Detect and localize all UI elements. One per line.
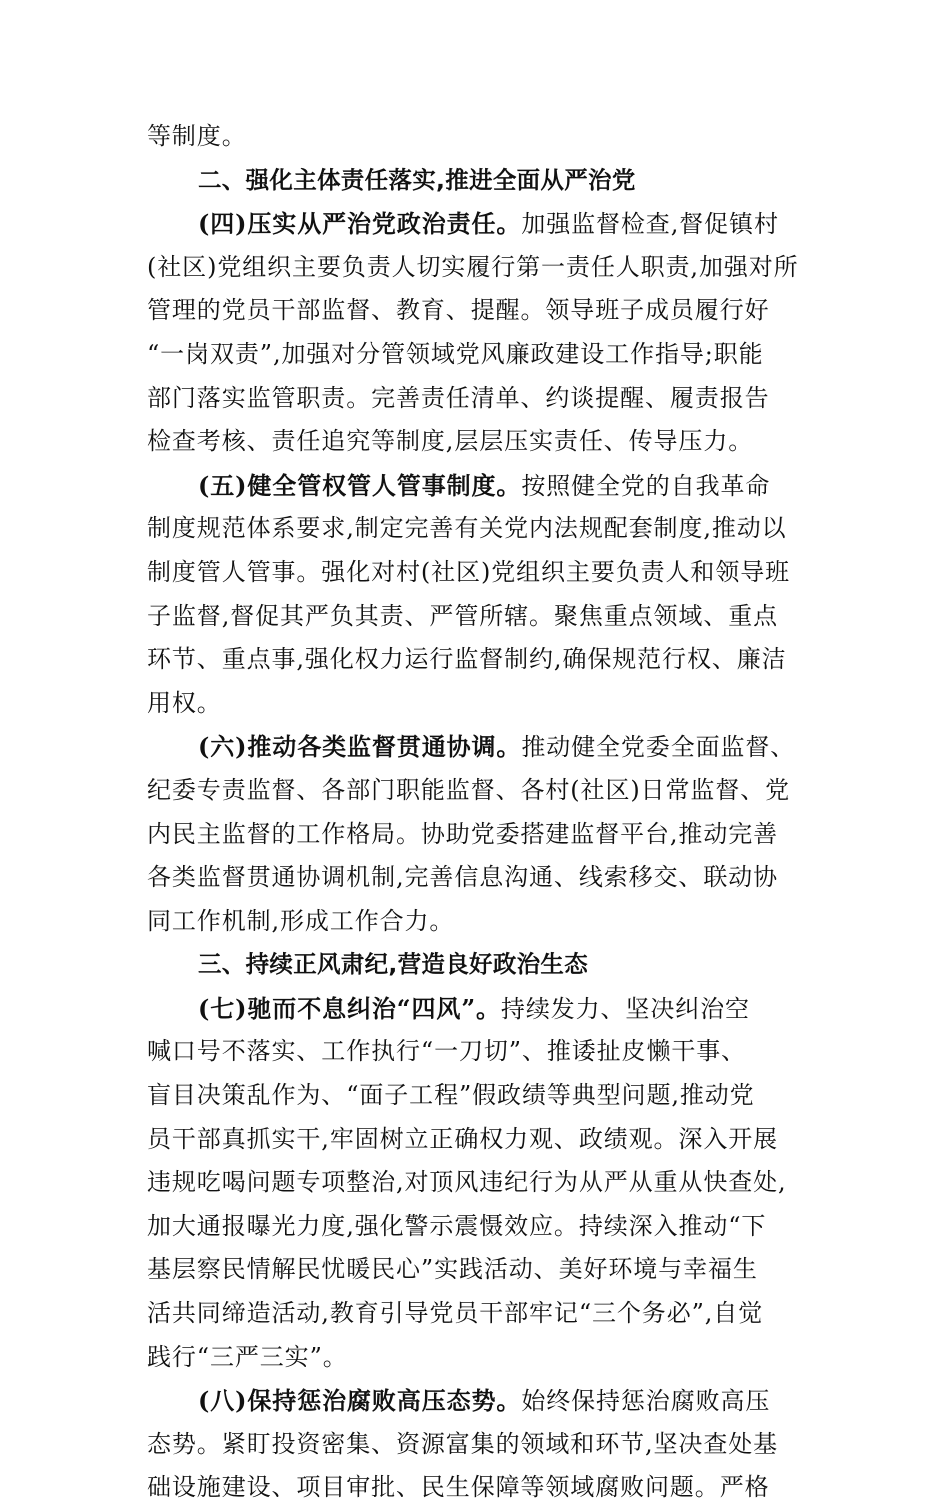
body-text-line: 各类监督贯通协调机制,完善信息沟通、线索移交、联动协 — [147, 863, 779, 892]
paragraph-first-line — [147, 987, 807, 1031]
body-text-line: 纪委专责监督、各部门职能监督、各村(社区)日常监督、党 — [147, 775, 791, 804]
section-heading: 三、持续正风肃纪,营造良好政治生态 — [198, 950, 589, 979]
paragraph-first-line — [147, 202, 807, 246]
section-heading: 二、强化主体责任落实,推进全面从严治党 — [198, 165, 636, 194]
body-text-line: 践行“三严三实”。 — [147, 1342, 348, 1371]
document-page — [147, 115, 807, 1510]
body-text-line: 础设施建设、项目审批、民生保障等领域腐败问题。严格 — [147, 1473, 770, 1502]
body-text-line: 活共同缔造活动,教育引导党员干部牢记“三个务必”,自觉 — [147, 1299, 764, 1328]
body-text-line: 制度管人管事。强化对村(社区)党组织主要负责人和领导班 — [147, 557, 791, 586]
body-text-line: “一岗双责”,加强对分管领域党风廉政建设工作指导;职能 — [147, 339, 764, 368]
body-text-line: 态势。紧盯投资密集、资源富集的领域和环节,坚决查处基 — [147, 1429, 779, 1458]
paragraph-lead-title: (四)压实从严治党政治责任。 — [198, 209, 522, 239]
paragraph-lead-title: (六)推动各类监督贯通协调。 — [198, 732, 522, 762]
paragraph-first-line — [147, 725, 807, 769]
body-text-line: 内民主监督的工作格局。协助党委搭建监督平台,推动完善 — [147, 819, 779, 848]
body-text-line: 基层察民情解民忧暖民心”实践活动、美好环境与幸福生 — [147, 1255, 758, 1284]
body-text-line: 部门落实监管职责。完善责任清单、约谈提醒、履责报告 — [147, 383, 770, 412]
paragraph-text: 推动健全党委全面监督、 — [521, 733, 796, 762]
body-text-line: 用权。 — [147, 688, 222, 717]
body-text-line: 环节、重点事,强化权力运行监督制约,确保规范行权、廉洁 — [147, 645, 787, 674]
paragraph-text: 始终保持惩治腐败高压 — [521, 1387, 771, 1416]
body-text-line: 违规吃喝问题专项整治,对顶风违纪行为从严从重从快查处, — [147, 1168, 787, 1197]
paragraph-lead-title: (八)保持惩治腐败高压态势。 — [198, 1386, 522, 1416]
body-text-line: 管理的党员干部监督、教育、提醒。领导班子成员履行好 — [147, 296, 770, 325]
body-text-line: 加大通报曝光力度,强化警示震慑效应。持续深入推动“下 — [147, 1211, 767, 1240]
paragraph-lead-title: (五)健全管权管人管事制度。 — [198, 470, 522, 500]
body-text-line: 员干部真抓实干,牢固树立正确权力观、政绩观。深入开展 — [147, 1124, 779, 1153]
body-text-line: 喊口号不落实、工作执行“一刀切”、推诿扯皮懒干事、 — [147, 1037, 747, 1066]
body-text-line: (社区)党组织主要负责人切实履行第一责任人职责,加强对所 — [147, 252, 799, 281]
paragraph-first-line — [147, 464, 807, 508]
body-text-line: 制度规范体系要求,制定完善有关党内法规配套制度,推动以 — [147, 514, 787, 543]
body-text-line: 同工作机制,形成工作合力。 — [147, 906, 455, 935]
body-text-line: 盲目决策乱作为、“面子工程”假政绩等典型问题,推动党 — [147, 1081, 755, 1110]
paragraph-text: 按照健全党的自我革命 — [521, 471, 771, 500]
body-text-line: 等制度。 — [147, 122, 247, 150]
body-text-line: 检查考核、责任追究等制度,层层压实责任、传导压力。 — [147, 427, 754, 456]
paragraph-text: 持续发力、坚决纠治空 — [500, 994, 750, 1023]
paragraph-text: 加强监督检查,督促镇村 — [521, 210, 779, 239]
body-text-line: 子监督,督促其严负其责、严管所辖。聚焦重点领域、重点 — [147, 601, 779, 630]
paragraph-first-line — [147, 1379, 807, 1423]
paragraph-lead-title: (七)驰而不息纠治“四风”。 — [198, 993, 501, 1023]
